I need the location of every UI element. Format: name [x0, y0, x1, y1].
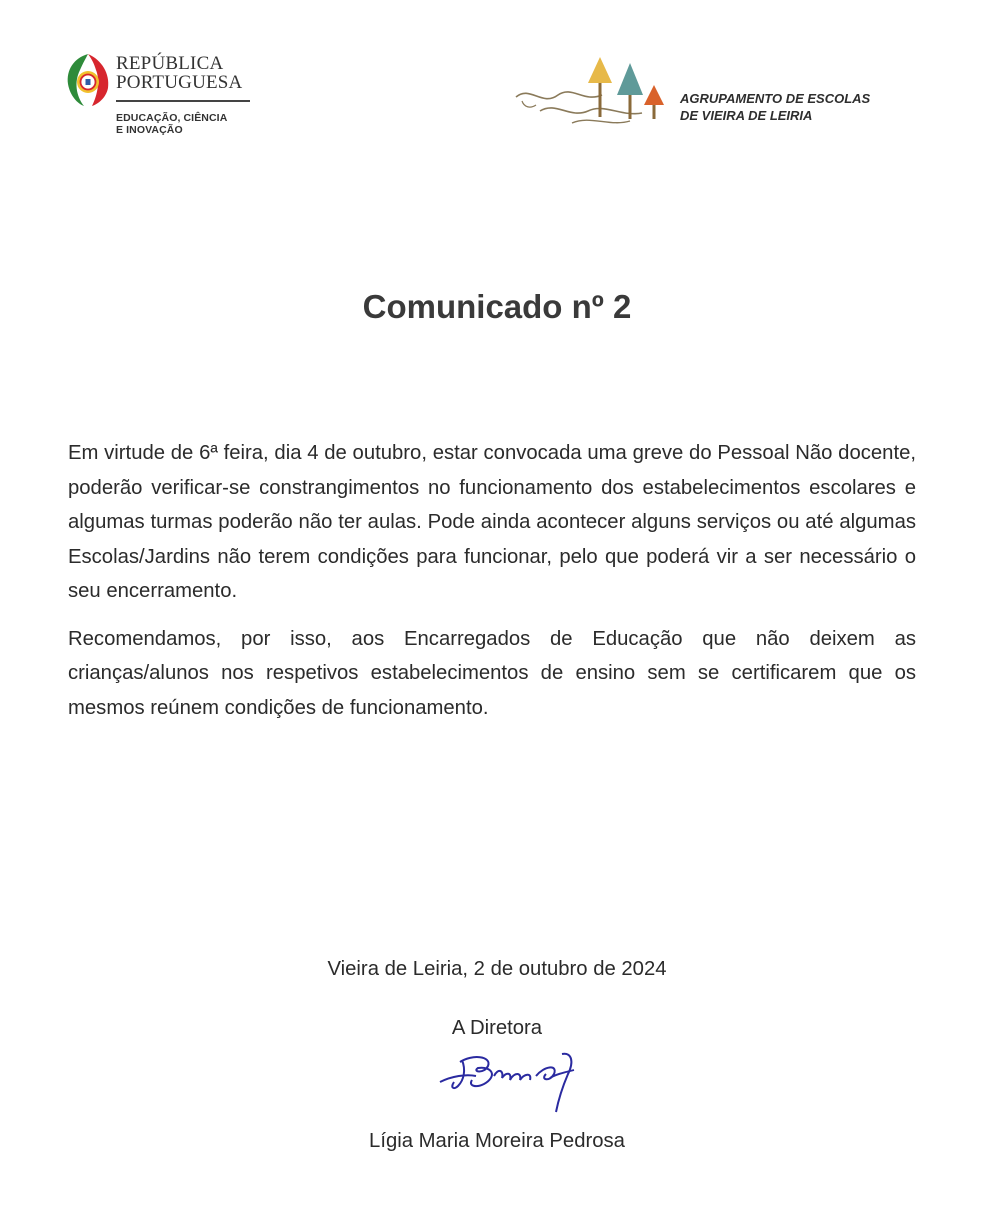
ministry-name-line-2: E INOVAÇÃO	[116, 124, 183, 136]
government-divider	[116, 100, 250, 102]
school-name-line-1: AGRUPAMENTO DE ESCOLAS	[680, 91, 871, 106]
school-name	[680, 90, 870, 124]
government-name-line-1: REPÚBLICA	[116, 53, 224, 74]
government-name-line-2: PORTUGUESA	[116, 72, 243, 93]
school-branding	[512, 55, 912, 135]
paragraph-2: Recomendamos, por isso, aos Encarregados de Educação que não deixem as crianças/alunos nos respetivos estabelecimentos de ensino sem se certificarem que os mesmos reúnem condições de funcionamento.	[68, 627, 916, 719]
government-name	[116, 54, 242, 92]
portuguese-republic-emblem-icon	[62, 52, 112, 108]
body-text	[68, 436, 916, 725]
school-name-line-2: DE VIEIRA DE LEIRIA	[680, 108, 813, 123]
trees-and-river-logo-icon	[512, 55, 672, 131]
signer-name: Lígia Maria Moreira Pedrosa	[369, 1130, 625, 1152]
handwritten-signature-icon	[432, 1046, 592, 1116]
document-title: Comunicado nº 2	[362, 288, 632, 325]
government-branding	[62, 52, 262, 152]
place-and-date: Vieira de Leiria, 2 de outubro de 2024	[327, 958, 667, 980]
ministry-name-line-1: EDUCAÇÃO, CIÊNCIA	[116, 112, 228, 124]
paragraph-1: Em virtude de 6ª feira, dia 4 de outubro, estar convocada uma greve do Pessoal Não docente, poderão verificar-se constrangimentos no funcionamento dos estabelecimentos escolares e algumas turmas poderão não ter aulas. Pode ainda acontecer alguns serviços ou até algumas Escolas/Jardins não terem condições para funcionar, pelo que poderá vir a ser necessário o seu encerramento.	[68, 442, 916, 602]
signer-role: A Diretora	[451, 1017, 543, 1039]
ministry-name	[116, 112, 227, 136]
